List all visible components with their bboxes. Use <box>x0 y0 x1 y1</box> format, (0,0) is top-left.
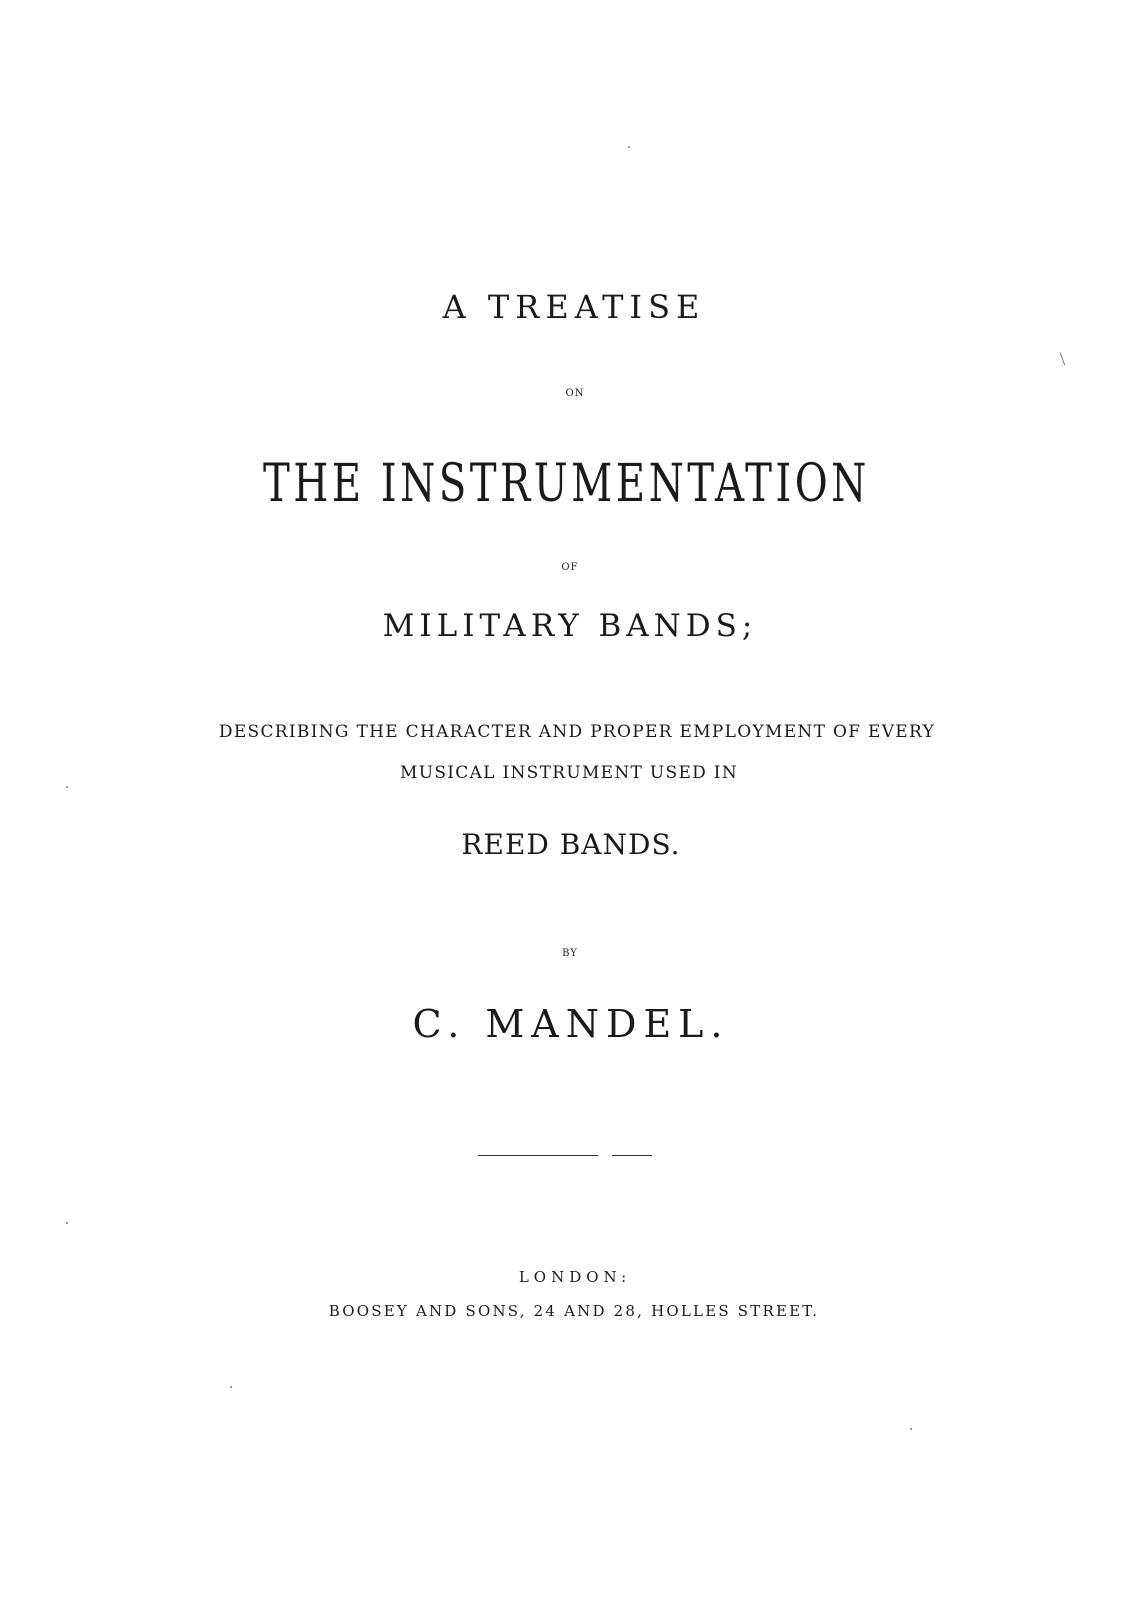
title-line-a-treatise: A TREATISE <box>442 288 706 326</box>
author-name: C. MANDEL. <box>412 1002 730 1046</box>
divider-rule-short <box>612 1155 652 1156</box>
description-line-2: MUSICAL INSTRUMENT USED IN <box>399 763 738 783</box>
connector-of: OF <box>561 562 579 573</box>
scan-speck <box>910 1428 912 1430</box>
connector-on: ON <box>565 388 585 399</box>
scan-speck <box>628 146 630 148</box>
scan-speck <box>66 1222 68 1224</box>
subtitle-military-bands: MILITARY BANDS; <box>382 608 758 644</box>
imprint-publisher: BOOSEY AND SONS, 24 AND 28, HOLLES STREET. <box>328 1302 820 1320</box>
divider-rule <box>478 1155 598 1156</box>
main-title: THE INSTRUMENTATION <box>262 454 870 514</box>
scan-speck <box>230 1386 232 1388</box>
subtitle-reed-bands: REED BANDS. <box>461 828 681 861</box>
imprint-city: LONDON: <box>518 1268 632 1286</box>
scan-speck <box>66 786 68 788</box>
connector-by: BY <box>562 948 578 959</box>
scan-mark <box>1060 352 1066 365</box>
description-line-1: DESCRIBING THE CHARACTER AND PROPER EMPLOYMENT OF EVERY <box>218 722 936 742</box>
